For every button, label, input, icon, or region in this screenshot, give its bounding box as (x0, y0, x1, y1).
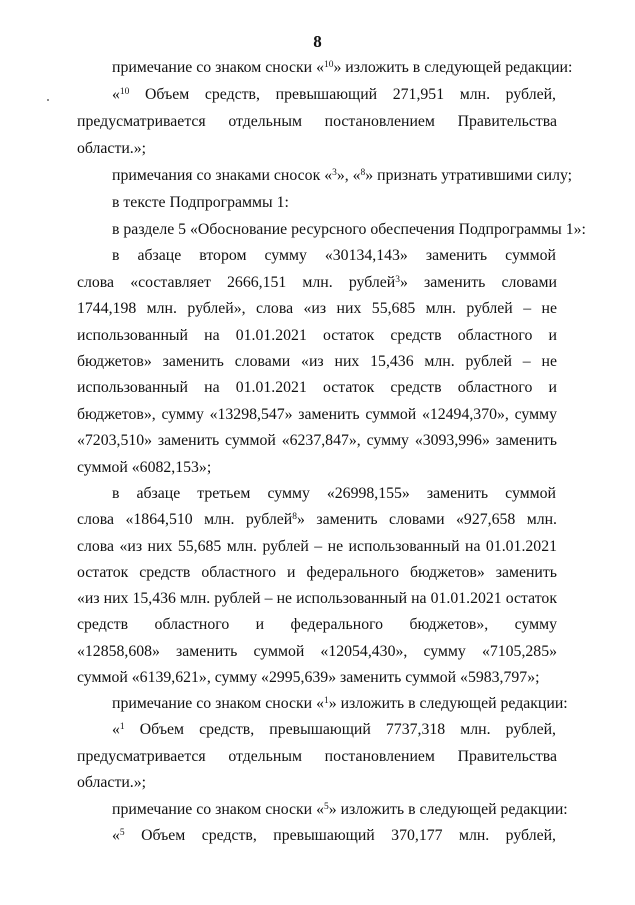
text-line (77, 378, 557, 398)
text-run: », « (336, 167, 361, 184)
page-number: 8 (313, 32, 322, 51)
text-run: бюджетов», сумму «13298,547» заменить суммой «12494,370», сумму (77, 406, 557, 423)
footnote-mark: 5 (119, 827, 125, 838)
text-line (77, 615, 557, 635)
text-run: примечания со знаками сносок « (112, 167, 333, 184)
text-line (112, 484, 556, 504)
text-line (77, 563, 557, 583)
text-line (77, 299, 557, 319)
text-line (77, 773, 146, 793)
text-run: » заменить словами «927,658 млн. (296, 511, 557, 528)
text-line (77, 668, 539, 688)
footnote-mark: 3 (332, 167, 337, 178)
text-run: » изложить в следующей редакции: (333, 59, 573, 76)
text-line (77, 352, 557, 372)
footnote-mark: 10 (323, 59, 334, 70)
text-run: средств областного и федерального бюджетов», сумму (77, 616, 557, 633)
footnote-mark: 3 (395, 274, 400, 285)
text-line (77, 326, 557, 346)
text-run: примечание со знаком сноски « (112, 801, 324, 818)
text-line (77, 139, 146, 159)
text-line (112, 58, 572, 78)
text-run: «из них 15,436 млн. рублей – не использованный на 01.01.2021 остаток (77, 590, 557, 607)
text-run: примечание со знаком сноски « (112, 695, 324, 712)
text-line (77, 642, 557, 662)
text-run: бюджетов» заменить словами «из них 15,436 млн. рублей – не (77, 353, 557, 370)
text-run: « (112, 721, 120, 738)
text-line (112, 694, 568, 714)
footnote-mark: 5 (323, 801, 329, 812)
text-run: слова «составляет 2666,151 млн. рублей (77, 274, 396, 291)
text-run: » изложить в следующей редакции: (328, 695, 568, 712)
text-line (112, 220, 586, 240)
text-run: 1744,198 млн. рублей», слова «из них 55,685 млн. рублей – не (77, 300, 557, 317)
text-line (112, 826, 556, 846)
text-run: предусматривается отдельным постановлением Правительства (77, 748, 557, 765)
footnote-mark: 1 (119, 721, 125, 732)
text-run: в абзаце втором сумму «30134,143» заменить суммой (112, 247, 556, 264)
text-line (77, 405, 557, 425)
text-line (112, 85, 556, 105)
text-run: «7203,510» заменить суммой «6237,847», сумму «3093,996» заменить (77, 432, 557, 449)
text-run: » заменить словами (399, 274, 557, 291)
text-line (77, 510, 557, 530)
text-line (77, 537, 557, 557)
text-run: Объем средств, превышающий 271,951 млн. рублей, (129, 86, 556, 103)
text-run: » изложить в следующей редакции: (328, 801, 568, 818)
text-run: в абзаце третьем сумму «26998,155» заменить суммой (112, 485, 556, 502)
text-run: в разделе 5 «Обоснование ресурсного обеспечения Подпрограммы 1»: (112, 221, 586, 238)
text-line (112, 166, 572, 186)
text-run: области.»; (77, 140, 147, 157)
text-run: » признать утратившими силу; (365, 167, 573, 184)
text-line (77, 273, 557, 293)
text-run: Объем средств, превышающий 370,177 млн. рублей, (124, 827, 556, 844)
footnote-mark: 8 (292, 511, 297, 522)
text-run: слова «1864,510 млн. рублей (77, 511, 293, 528)
text-line (77, 458, 211, 478)
text-run: суммой «6139,621», сумму «2995,639» заменить суммой «5983,797»; (77, 669, 540, 686)
text-run: «12858,608» заменить суммой «12054,430», сумму «7105,285» (77, 643, 557, 660)
text-run: « (112, 86, 120, 103)
text-line (112, 720, 556, 740)
text-run: « (112, 827, 120, 844)
text-run: использованный на 01.01.2021 остаток средств областного и (77, 327, 557, 344)
text-run: в тексте Подпрограммы 1: (112, 194, 289, 211)
text-line (112, 246, 556, 266)
text-line (77, 431, 557, 451)
text-line (112, 193, 289, 213)
text-line (112, 800, 568, 820)
text-run: области.»; (77, 774, 147, 791)
text-line (77, 747, 557, 767)
text-line (77, 589, 557, 609)
scan-speck (47, 99, 49, 101)
text-run: примечание со знаком сноски « (112, 59, 324, 76)
text-run: суммой «6082,153»; (77, 459, 212, 476)
text-run: использованный на 01.01.2021 остаток средств областного и (77, 379, 557, 396)
text-run: Объем средств, превышающий 7737,318 млн. рублей, (124, 721, 556, 738)
text-line (77, 112, 557, 132)
text-run: остаток средств областного и федерального бюджетов» заменить (77, 564, 557, 581)
text-run: слова «из них 55,685 млн. рублей – не использованный на 01.01.2021 (77, 538, 557, 555)
footnote-mark: 8 (360, 167, 366, 178)
text-run: предусматривается отдельным постановлением Правительства (77, 113, 557, 130)
footnote-mark: 10 (119, 86, 130, 97)
footnote-mark: 1 (323, 695, 329, 706)
